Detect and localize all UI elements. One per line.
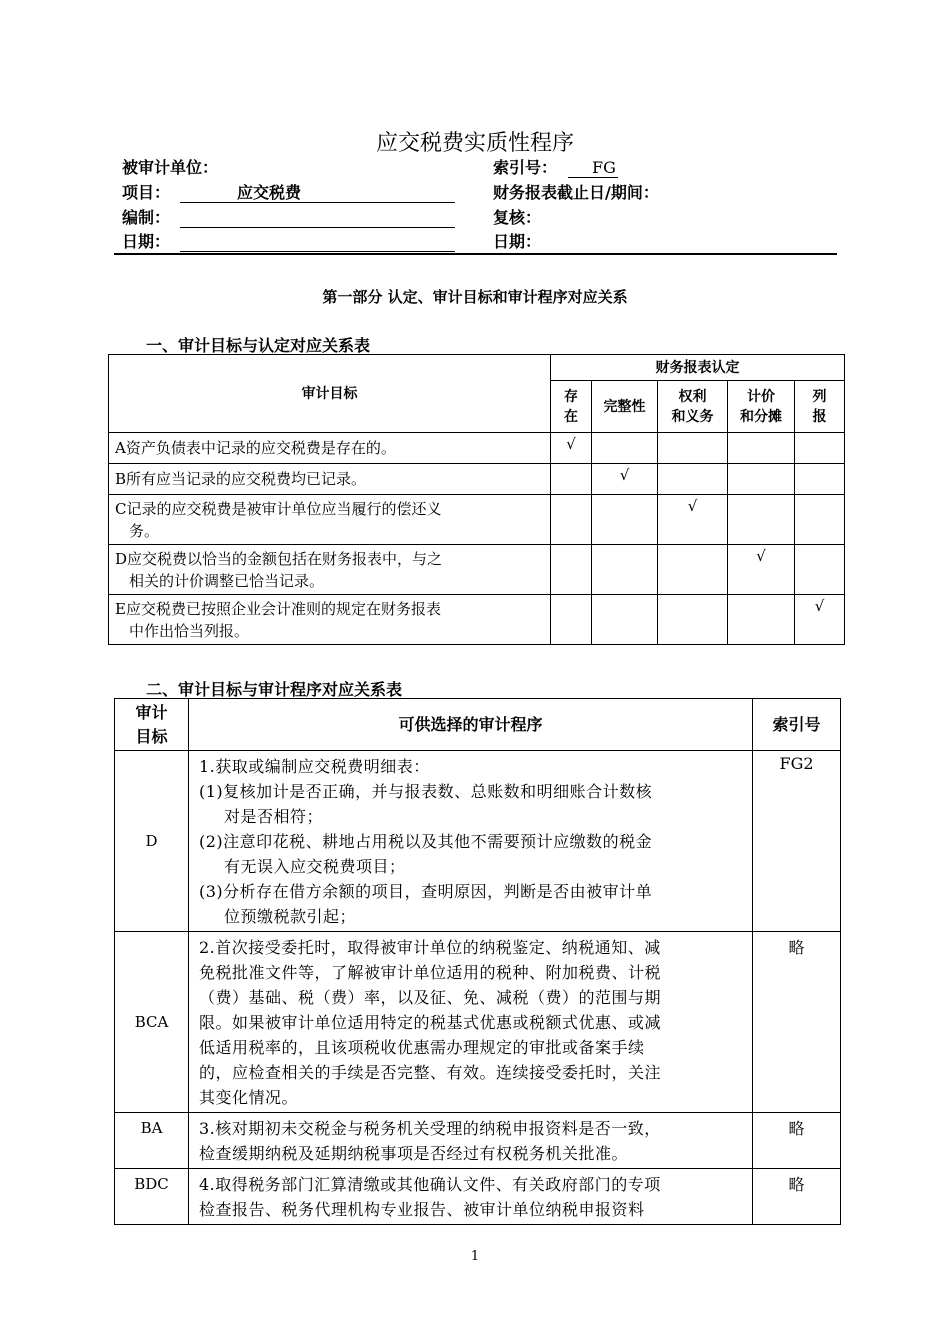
- procedure-cell: [189, 1113, 753, 1169]
- audit-target-text: B所有应当记录的应交税费均已记录。: [115, 470, 367, 488]
- assertion-check-cell: [592, 595, 658, 645]
- procedure-line: 检查报告、税务代理机构专业报告、被审计单位纳税申报资料: [199, 1200, 645, 1219]
- table-row: [109, 495, 845, 545]
- table-row: [109, 545, 845, 595]
- index-no-value: FG: [592, 158, 616, 177]
- procedure-cell: [189, 1169, 753, 1225]
- index-number-cell: FG2: [753, 751, 841, 932]
- assertion-header-line: 和分摊: [740, 408, 782, 425]
- part-heading: 第一部分 认定、审计目标和审计程序对应关系: [322, 288, 628, 306]
- table1-heading: 一、审计目标与认定对应关系表: [146, 336, 371, 355]
- date-label-left: 日期：: [122, 232, 171, 251]
- table-row: [115, 932, 841, 1113]
- procedure-line: 2.首次接受委托时，取得被审计单位的纳税鉴定、纳税通知、减: [199, 938, 661, 957]
- assertion-header-line: 和义务: [671, 408, 714, 425]
- audit-target-text: C记录的应交税费是被审计单位应当履行的偿还义: [115, 499, 442, 518]
- col-target-header: [115, 699, 189, 751]
- table-row: [115, 1113, 841, 1169]
- procedure-line: 限。如果被审计单位适用特定的税基式优惠或税额式优惠、或减: [199, 1013, 662, 1032]
- check-mark: √: [687, 497, 698, 515]
- check-mark: √: [566, 435, 576, 453]
- assertion-check-cell: [592, 433, 658, 464]
- procedure-line: 低适用税率的，且该项税收优惠需办理规定的审批或备案手续: [199, 1038, 645, 1057]
- col-group-header: 财务报表认定: [551, 355, 845, 381]
- assertion-header: [592, 381, 658, 433]
- table-row: [115, 1169, 841, 1225]
- audited-unit-label: 被审计单位：: [122, 158, 219, 177]
- assertion-check-cell: [592, 464, 658, 495]
- index-number-cell: 略: [753, 1169, 841, 1225]
- audit-target-text: A资产负债表中记录的应交税费是存在的。: [115, 439, 396, 457]
- assertion-header-line: 在: [564, 408, 578, 425]
- header-rule: [114, 253, 837, 255]
- procedure-line: (3)分析存在借方余额的项目，查明原因，判断是否由被审计单: [199, 882, 653, 901]
- assertion-check-cell: [795, 433, 845, 464]
- audit-target-text-cont: 中作出恰当列报。: [129, 621, 250, 640]
- period-label: 财务报表截止日/期间：: [493, 183, 659, 202]
- assertion-check-cell: [551, 464, 592, 495]
- col-proc-header: 可供选择的审计程序: [189, 699, 753, 751]
- check-mark: √: [619, 466, 630, 484]
- check-mark: √: [756, 547, 766, 565]
- audit-target-code: D: [115, 751, 189, 932]
- audit-target-text-cont: 务。: [129, 521, 160, 540]
- procedure-line: 检查缓期纳税及延期纳税事项是否经过有权税务机关批准。: [199, 1144, 629, 1163]
- assertion-check-cell: [728, 433, 795, 464]
- procedure-line: 免税批准文件等，了解被审计单位适用的税种、附加税费、计税: [199, 963, 662, 982]
- table-row: [109, 464, 845, 495]
- assertion-check-cell: [795, 545, 845, 595]
- prepared-label: 编制：: [122, 208, 171, 227]
- audit-target-code: BA: [115, 1113, 189, 1169]
- assertion-check-cell: [592, 545, 658, 595]
- table-row: [115, 751, 841, 932]
- assertion-check-cell: [592, 495, 658, 545]
- assertion-check-cell: [658, 433, 728, 464]
- audit-target-cell: [109, 433, 551, 464]
- procedure-line: (1)复核加计是否正确，并与报表数、总账数和明细账合计数核: [199, 782, 653, 801]
- table-row: [109, 595, 845, 645]
- assertion-header-line: 完整性: [603, 398, 646, 415]
- procedure-line: 的，应检查相关的手续是否完整、有效。连续接受委托时，关注: [199, 1063, 662, 1082]
- assertion-header: [551, 381, 592, 433]
- assertion-check-cell: [551, 495, 592, 545]
- assertion-header-line: 权利: [678, 388, 707, 405]
- project-value: 应交税费: [237, 183, 302, 202]
- procedure-line: 有无误入应交税费项目；: [224, 857, 406, 876]
- assertion-check-cell: [658, 495, 728, 545]
- procedure-line: 4.取得税务部门汇算清缴或其他确认文件、有关政府部门的专项: [199, 1175, 661, 1194]
- procedure-line: (2)注意印花税、耕地占用税以及其他不需要预计应缴数的税金: [199, 832, 653, 851]
- procedure-table: [114, 698, 841, 1225]
- page-title: 应交税费实质性程序: [375, 131, 574, 156]
- col-target-header: 审计目标: [109, 355, 551, 433]
- index-no-label: 索引号：: [493, 158, 558, 177]
- procedure-line: 其变化情况。: [199, 1088, 299, 1107]
- audit-target-cell: [109, 595, 551, 645]
- procedure-line: （费）基础、税（费）率，以及征、免、减税（费）的范围与期: [199, 988, 662, 1007]
- col-target-line2: 目标: [135, 726, 168, 746]
- procedure-cell: [189, 751, 753, 932]
- audit-target-text-cont: 相关的计价调整已恰当记录。: [129, 571, 325, 590]
- assertion-check-cell: [728, 545, 795, 595]
- page-number: 1: [470, 1249, 480, 1264]
- table2-heading: 二、审计目标与审计程序对应关系表: [146, 680, 403, 699]
- assertion-check-cell: [551, 545, 592, 595]
- audit-target-cell: [109, 464, 551, 495]
- check-mark: √: [814, 597, 825, 615]
- col-target-line1: 审计: [135, 702, 168, 722]
- assertion-header-line: 报: [812, 408, 827, 425]
- procedure-cell: [189, 932, 753, 1113]
- assertion-check-cell: [795, 595, 845, 645]
- assertion-check-cell: [728, 495, 795, 545]
- index-number-cell: 略: [753, 1113, 841, 1169]
- assertion-check-cell: [658, 464, 728, 495]
- assertion-header: [728, 381, 795, 433]
- procedure-line: 对是否相符；: [224, 807, 324, 826]
- assertion-header: [795, 381, 845, 433]
- project-underline: [180, 202, 455, 203]
- index-number-cell: 略: [753, 932, 841, 1113]
- assertion-check-cell: [795, 464, 845, 495]
- audit-target-cell: [109, 545, 551, 595]
- assertion-check-cell: [551, 595, 592, 645]
- project-label: 项目：: [122, 183, 171, 202]
- assertion-header-line: 列: [812, 388, 827, 405]
- date-label-right: 日期：: [493, 232, 542, 251]
- assertion-check-cell: [728, 595, 795, 645]
- assertion-table: [108, 354, 845, 645]
- date-underline: [180, 251, 455, 252]
- audit-target-code: BCA: [115, 932, 189, 1113]
- assertion-header: [658, 381, 728, 433]
- assertion-check-cell: [795, 495, 845, 545]
- audit-target-code: BDC: [115, 1169, 189, 1225]
- audit-target-text: E应交税费已按照企业会计准则的规定在财务报表: [115, 599, 441, 618]
- reviewed-label: 复核：: [493, 208, 542, 227]
- assertion-check-cell: [658, 595, 728, 645]
- assertion-check-cell: [728, 464, 795, 495]
- audit-target-text: D应交税费以恰当的金额包括在财务报表中，与之: [115, 549, 443, 568]
- table-row: [109, 433, 845, 464]
- audit-target-cell: [109, 495, 551, 545]
- procedure-line: 1.获取或编制应交税费明细表：: [199, 757, 430, 776]
- assertion-check-cell: [551, 433, 592, 464]
- assertion-header-line: 计价: [747, 388, 775, 405]
- assertion-header-line: 存: [564, 388, 578, 405]
- col-index-header: 索引号: [753, 699, 841, 751]
- procedure-line: 位预缴税款引起；: [224, 907, 357, 926]
- procedure-line: 3.核对期初未交税金与税务机关受理的纳税申报资料是否一致，: [199, 1119, 661, 1138]
- prepared-underline: [180, 227, 455, 228]
- assertion-check-cell: [658, 545, 728, 595]
